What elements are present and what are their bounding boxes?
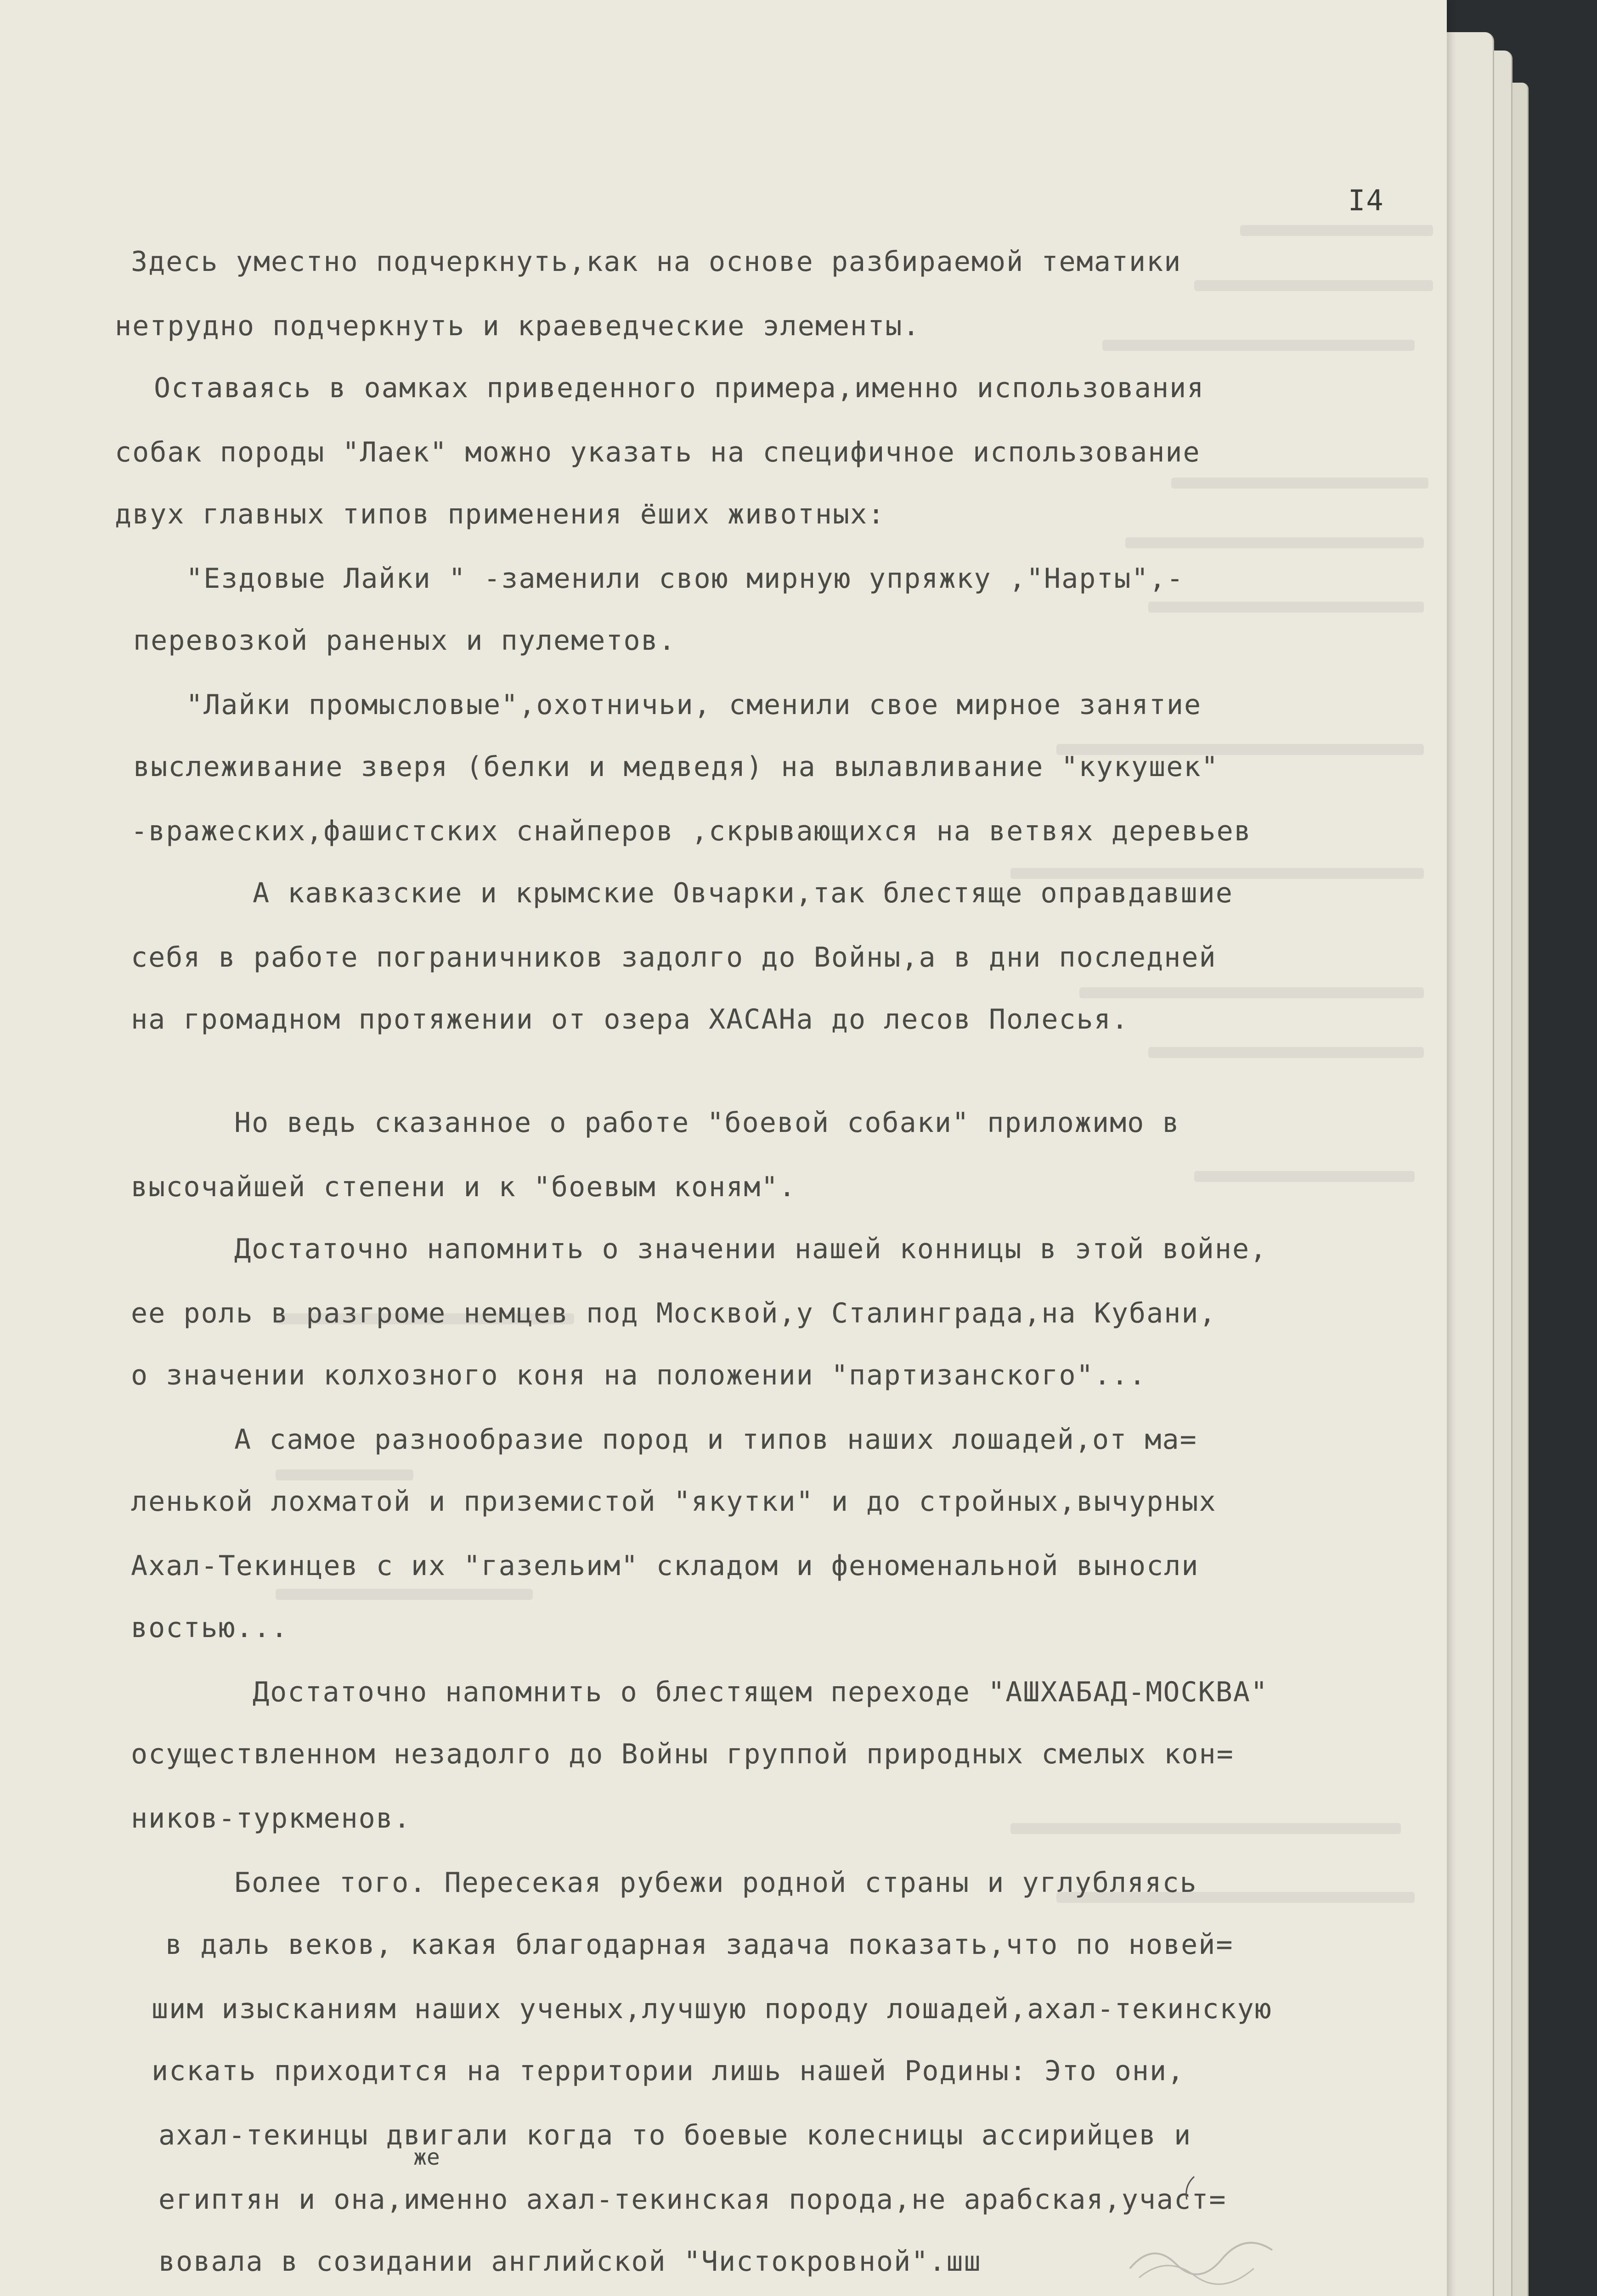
text-line: -вражеских,фашистских снайперов ,скрывающихся на ветвях деревьев	[131, 815, 1252, 847]
text-line: в даль веков, какая благодарная задача показать,что по новей=	[165, 1929, 1234, 1961]
text-line: себя в работе пограничников задолго до Войны,а в дни последней	[131, 941, 1217, 974]
text-line: ее роль в разгроме немцев под Москвой,у Сталинграда,на Кубани,	[131, 1297, 1217, 1329]
text-line: нетрудно подчеркнуть и краеведческие элементы.	[115, 310, 920, 342]
text-line: "Ездовые Лайки " -заменили свою мирную упряжку ,"Нарты",-	[186, 563, 1185, 595]
text-line: Более того. Пересекая рубежи родной страны и углубляясь	[234, 1867, 1197, 1899]
text-line: ленькой лохматой и приземистой "якутки" и до стройных,вычурных	[131, 1486, 1217, 1518]
text-line: перевозкой раненых и пулеметов.	[133, 625, 676, 657]
text-line: "Лайки промысловые",охотничьи, сменили свое мирное занятие	[186, 689, 1202, 721]
text-line: Достаточно напомнить о значении нашей конницы в этой войне,	[234, 1233, 1268, 1265]
handwritten-insert: же	[413, 2144, 440, 2170]
text-line: Достаточно напомнить о блестящем переходе "АШХАБАД-МОСКВА"	[253, 1676, 1269, 1708]
text-line: осуществленном незадолго до Войны группой природных смелых кон=	[131, 1738, 1234, 1770]
text-line: выслеживание зверя (белки и медведя) на вылавливание "кукушек"	[133, 751, 1219, 783]
text-line: Ахал-Текинцев с их "газельим" складом и феноменальной выносли	[131, 1550, 1199, 1582]
text-line: Оставаясь в оамках приведенного примера,именно использования	[154, 372, 1205, 404]
text-line: искать приходится на территории лишь нашей Родины: Это они,	[152, 2055, 1185, 2087]
pen-mark-icon	[1180, 2174, 1199, 2202]
text-line: вовала в созидании английской "Чистокровной".шш	[158, 2245, 982, 2278]
text-line: египтян и она,именно ахал-текинская порода,не арабская,участ=	[158, 2183, 1227, 2216]
text-line: А самое разнообразие пород и типов наших лошадей,от ма=	[234, 1424, 1197, 1456]
text-line: на громадном протяжении от озера ХАСАНа до лесов Полесья.	[131, 1003, 1129, 1035]
faded-stamp-icon	[1125, 2232, 1277, 2287]
text-line: ников-туркменов.	[131, 1802, 411, 1835]
text-line: шим изысканиям наших ученых,лучшую породу лошадей,ахал-текинскую	[152, 1993, 1272, 2025]
text-line: собак породы "Лаек" можно указать на специфичное использование	[115, 436, 1201, 468]
text-line: двух главных типов применения ёших животных:	[115, 498, 886, 530]
text-line: Но ведь сказанное о работе "боевой собаки" приложимо в	[234, 1107, 1180, 1139]
text-line: А кавказские и крымские Овчарки,так блестяще оправдавшие	[253, 877, 1233, 909]
text-line: ахал-текинцы двигали когда то боевые колесницы ассирийцев и	[158, 2119, 1192, 2151]
text-line: о значении колхозного коня на положении "партизанского"...	[131, 1359, 1147, 1391]
text-line: высочайшей степени и к "боевым коням".	[131, 1171, 796, 1203]
text-line: востью...	[131, 1612, 289, 1644]
text-line: Здесь уместно подчеркнуть,как на основе разбираемой тематики	[131, 246, 1182, 278]
page-number: I4	[1348, 184, 1384, 217]
